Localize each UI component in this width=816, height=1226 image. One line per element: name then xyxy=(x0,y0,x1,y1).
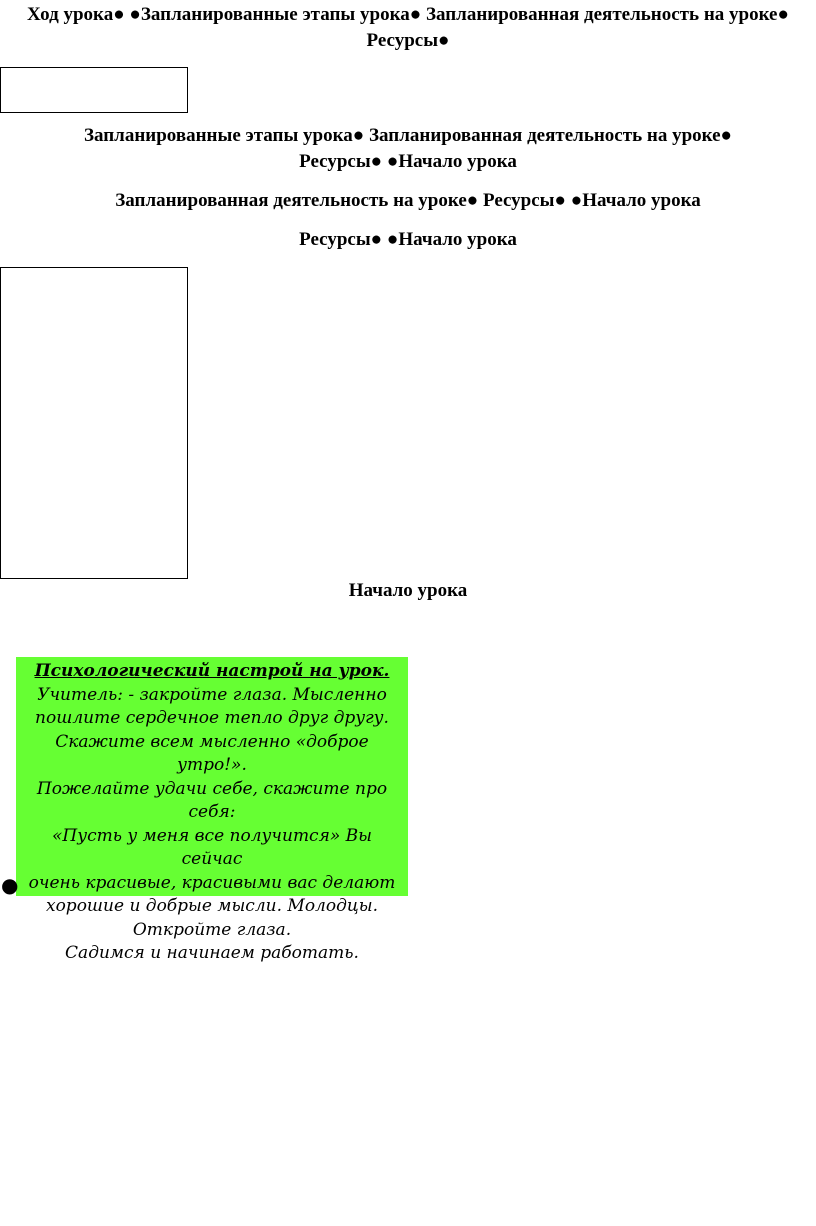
empty-frame-small xyxy=(0,67,188,113)
heading-planned-activity: Запланированная деятельность на уроке● Ресурсы● ●Начало урока xyxy=(115,190,701,211)
mood-block-line: пошлите сердечное тепло друг другу. xyxy=(35,708,389,728)
mood-block-line: Учитель: - закройте глаза. Мысленно xyxy=(37,684,387,705)
heading-lesson-start: Начало урока xyxy=(348,580,468,601)
mood-block-line: Пожелайте удачи себе, скажите про себя: xyxy=(36,778,388,822)
empty-frame-tall xyxy=(0,267,188,579)
mood-block-title: Психологический настрой на урок. xyxy=(34,661,390,681)
psychological-mood-block xyxy=(16,657,408,963)
heading-lesson-flow: Ход урока● ●Запланированные этапы урока● Запланированная деятельность на уроке● Ресурсы● xyxy=(27,4,789,51)
heading-planned-stages: Запланированные этапы урока● Запланированная деятельность на уроке● Ресурсы● ●Начало урока xyxy=(83,125,733,172)
bullet-icon: ● xyxy=(1,873,19,897)
mood-block-line: Откройте глаза. xyxy=(132,919,292,940)
mood-block-line: Садимся и начинаем работать. xyxy=(65,943,359,963)
heading-resources: Ресурсы● ●Начало урока xyxy=(299,229,517,250)
mood-block-line: очень красивые, красивыми вас делают xyxy=(28,872,396,893)
mood-block-line: Скажите всем мысленно «доброе утро!». xyxy=(55,731,369,775)
mood-block-line: хорошие и добрые мысли. Молодцы. xyxy=(45,896,378,916)
mood-block-line: «Пусть у меня все получится» Вы сейчас xyxy=(52,825,372,869)
